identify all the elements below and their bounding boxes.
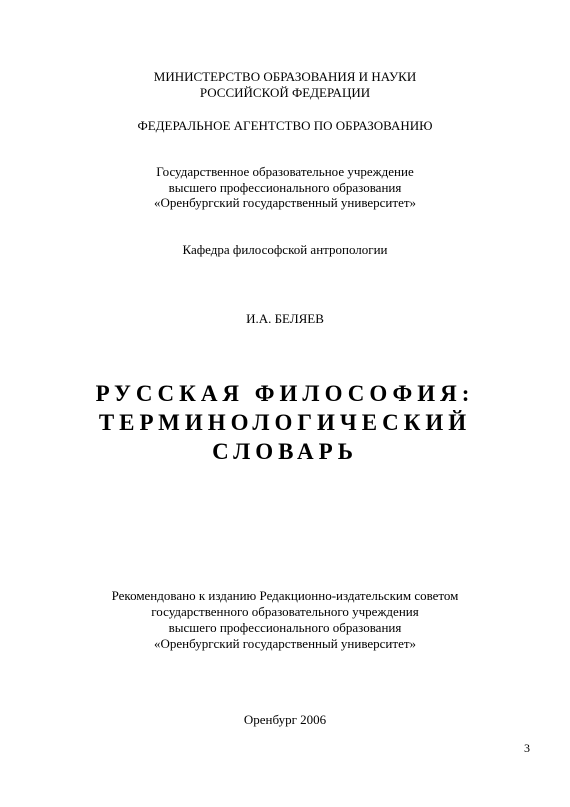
book-title-line-2: ТЕРМИНОЛОГИЧЕСКИЙ: [98, 410, 472, 435]
page-number: 3: [524, 741, 530, 755]
ministry-line-2: РОССИЙСКОЙ ФЕДЕРАЦИИ: [199, 85, 371, 100]
department-line: Кафедра философской антропологии: [182, 242, 388, 257]
imprint-line: Оренбург 2006: [243, 712, 327, 727]
agency-line: ФЕДЕРАЛЬНОЕ АГЕНТСТВО ПО ОБРАЗОВАНИЮ: [137, 118, 433, 133]
recommendation-line-2: государственного образовательного учреждения: [151, 604, 419, 619]
institution-line-1: Государственное образовательное учреждение: [156, 164, 414, 179]
institution-line-2: высшего профессионального образования: [168, 180, 402, 195]
recommendation-line-4: «Оренбургский государственный университет»: [153, 636, 417, 651]
recommendation-line-3: высшего профессионального образования: [168, 620, 402, 635]
book-title-line-1: РУССКАЯ ФИЛОСОФИЯ:: [95, 381, 475, 406]
ministry-line-1: МИНИСТЕРСТВО ОБРАЗОВАНИЯ И НАУКИ: [153, 69, 417, 84]
recommendation-line-1: Рекомендовано к изданию Редакционно-издательским советом: [111, 588, 459, 603]
author-name: И.А. БЕЛЯЕВ: [246, 311, 324, 326]
book-title-line-3: СЛОВАРЬ: [212, 439, 358, 464]
institution-line-3: «Оренбургский государственный университет»: [153, 195, 417, 210]
